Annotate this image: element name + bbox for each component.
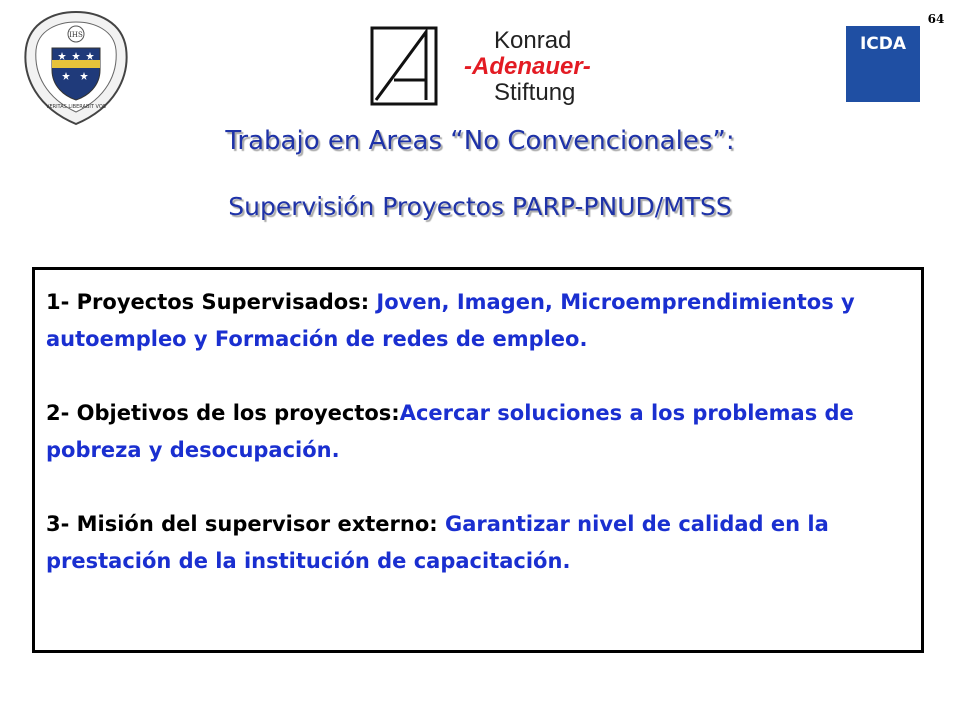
item-value: Garantizar nivel de calidad en la prestación de la institución de capacitación.	[46, 512, 829, 573]
item-value: Joven, Imagen, Microemprendimientos y autoempleo y Formación de redes de empleo.	[46, 290, 855, 351]
slide-subtitle: Supervisión Proyectos PARP-PNUD/MTSS	[228, 192, 732, 221]
kas-logo-line1: Konrad	[494, 27, 572, 54]
content-box	[32, 267, 924, 653]
list-item	[46, 506, 921, 580]
list-item	[46, 284, 921, 358]
kas-logo-line3: Stiftung	[494, 79, 576, 106]
kas-logo	[368, 24, 618, 110]
icda-logo	[846, 26, 920, 102]
item-label: 1- Proyectos Supervisados:	[46, 290, 377, 314]
slide-title: Trabajo en Areas “No Convencionales”:	[225, 126, 735, 156]
crest-motto: VERITAS LIBERABIT VOS	[46, 104, 106, 110]
kas-logo-line2: -Adenauer-	[464, 53, 591, 80]
list-item	[46, 395, 921, 469]
icda-logo-text: ICDA	[859, 34, 907, 54]
content-list	[46, 284, 921, 580]
item-value: Acercar soluciones a los problemas de pobreza y desocupación.	[46, 401, 854, 462]
page-number: 64	[927, 12, 945, 26]
crest-monogram: IHS	[69, 31, 83, 39]
item-label: 3- Misión del supervisor externo:	[46, 512, 445, 536]
item-label: 2- Objetivos de los proyectos:	[46, 401, 400, 425]
university-crest-icon	[18, 8, 134, 128]
